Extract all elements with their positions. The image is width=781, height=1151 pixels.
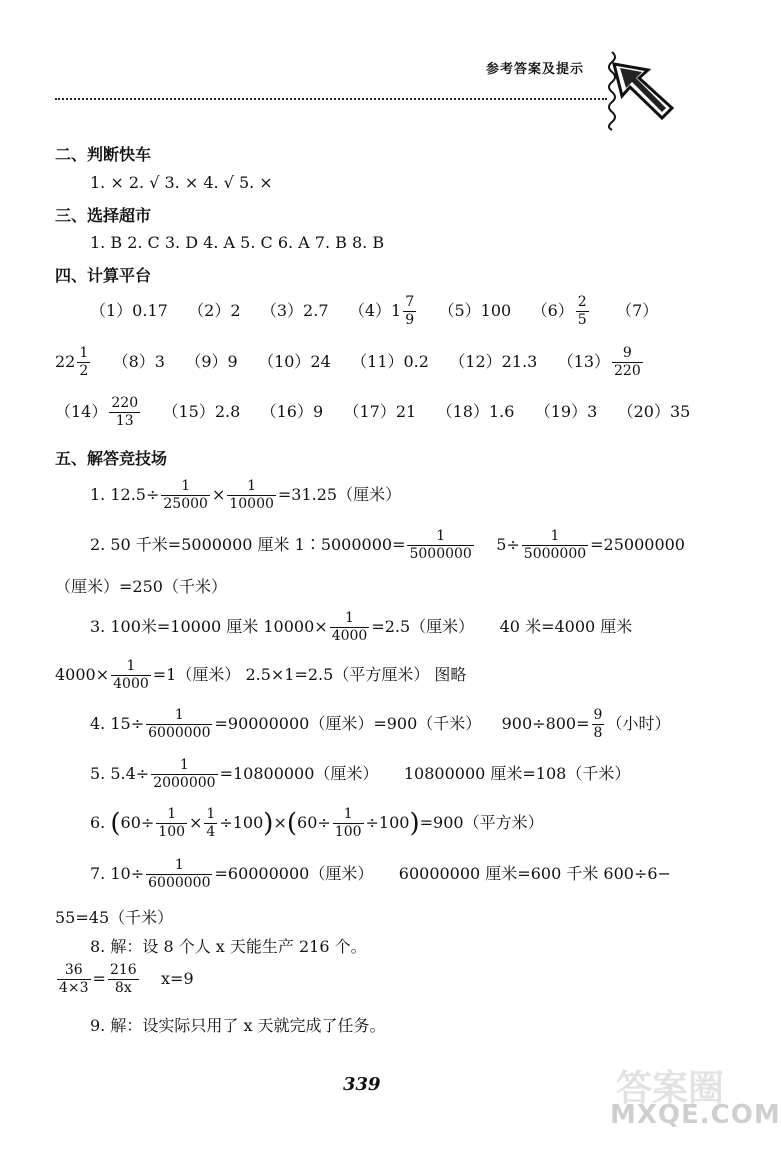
q2-text: 2. 50 千米=5000000 厘米 1∶5000000= xyxy=(90,535,406,554)
calc-item: （7） xyxy=(616,301,659,320)
q6-text: ÷100 xyxy=(365,813,410,832)
judge-answers: 1. × 2. √ 3. × 4. √ 5. × xyxy=(90,173,273,192)
header-divider xyxy=(55,98,607,100)
q6-result: =900（平方米） xyxy=(419,813,544,832)
solve-q7-line2: 55=45（千米） xyxy=(55,908,174,927)
fraction: $\frac{1}{5000000}$ xyxy=(409,528,472,562)
fraction: $\frac{7}{9}$ xyxy=(405,294,415,328)
calc-row-1 xyxy=(90,294,658,329)
fraction: $\frac{1}{4000}$ xyxy=(113,658,149,692)
left-paren: ( xyxy=(110,808,121,839)
times-sign: × xyxy=(189,813,203,832)
arrow-up-left-icon xyxy=(608,56,678,126)
calc-item: （10）24 xyxy=(258,352,331,371)
solve-q5 xyxy=(90,757,630,792)
calc-item: （11）0.2 xyxy=(351,352,429,371)
section-title-choice: 三、选择超市 xyxy=(55,206,152,225)
q2-result: =25000000 xyxy=(590,535,685,554)
q4-unit: （小时） xyxy=(606,714,671,733)
q1-result: =31.25（厘米） xyxy=(277,485,402,504)
solve-q8-equation xyxy=(55,962,194,997)
solve-q8: 8. 解：设 8 个人 x 天能生产 216 个。 xyxy=(90,937,367,956)
calc-item: （13） xyxy=(557,352,611,371)
calc-item: （8）3 xyxy=(112,352,165,371)
q3-result: =2.5（厘米） xyxy=(371,617,475,636)
calc-row-2 xyxy=(55,345,645,380)
fraction: $\frac{1}{4000}$ xyxy=(331,610,368,644)
section-title-calc: 四、计算平台 xyxy=(55,266,152,285)
fraction: $\frac{216}{8x}$ xyxy=(109,962,137,996)
fraction: $\frac{1}{6000000}$ xyxy=(148,707,211,741)
q4-text: 4. 15÷ xyxy=(90,714,145,733)
section-title-judge: 二、判断快车 xyxy=(55,145,152,164)
equals-sign: = xyxy=(92,969,106,988)
q1-text: 1. 12.5÷ xyxy=(90,485,160,504)
solve-q2-line2: （厘米）=250（千米） xyxy=(55,577,227,596)
fraction: $\frac{1}{2000000}$ xyxy=(153,757,216,791)
q5-result: =10800000（厘米） xyxy=(219,764,379,783)
q7-text: 60000000 厘米=600 千米 600÷6− xyxy=(398,864,671,883)
fraction: $\frac{1}{10000}$ xyxy=(229,478,274,512)
calc-item: （4）1 xyxy=(348,301,402,320)
fraction: $\frac{1}{100}$ xyxy=(158,806,186,840)
q6-text: 6. xyxy=(90,813,106,832)
q6-text: ÷100 xyxy=(219,813,264,832)
solve-q2 xyxy=(90,528,685,563)
fraction: $\frac{1}{4}$ xyxy=(206,806,216,840)
calc-item: （15）2.8 xyxy=(162,402,241,421)
fraction: $\frac{1}{100}$ xyxy=(334,806,362,840)
calc-item: （18）1.6 xyxy=(436,402,515,421)
calc-item: （14） xyxy=(55,402,108,421)
solve-q3-line2 xyxy=(55,658,466,693)
header-title: 参考答案及提示 xyxy=(486,62,585,77)
q5-text: 10800000 厘米=108（千米） xyxy=(403,764,631,783)
left-paren: ( xyxy=(286,808,298,839)
calc-item: （5）100 xyxy=(438,301,512,320)
solve-q4 xyxy=(90,707,670,742)
q7-text: 7. 10÷ xyxy=(90,864,145,883)
q3-result: =1（厘米） 2.5×1=2.5（平方厘米） 图略 xyxy=(152,665,467,684)
solve-q3 xyxy=(90,610,632,645)
q7-result: =60000000（厘米） xyxy=(214,864,374,883)
calc-item: （9）9 xyxy=(185,352,238,371)
fraction: $\frac{9}{220}$ xyxy=(614,345,641,379)
watermark-logo: 答案圈 xyxy=(616,1068,725,1109)
q3-text: 3. 100米=10000 厘米 10000× xyxy=(90,617,328,636)
right-paren: ) xyxy=(409,808,420,839)
q4-text: 900÷800= xyxy=(501,714,590,733)
solve-q6 xyxy=(90,806,544,841)
q2-text: 5÷ xyxy=(496,535,520,554)
fraction: $\frac{220}{13}$ xyxy=(111,395,139,429)
fraction: $\frac{9}{8}$ xyxy=(593,707,603,741)
calc-item: （16）9 xyxy=(260,402,324,421)
q6-text: 60÷ xyxy=(120,813,155,832)
calc-item: （3）2.7 xyxy=(260,301,329,320)
fraction: $\frac{1}{6000000}$ xyxy=(148,857,211,891)
section-title-solve: 五、解答竞技场 xyxy=(55,449,168,468)
solve-q7 xyxy=(90,857,671,892)
watermark-text: MXQE.COM xyxy=(610,1100,781,1130)
calc-item: （6） xyxy=(531,301,574,320)
fraction: $\frac{1}{5000000}$ xyxy=(523,528,587,562)
times-sign: × xyxy=(273,813,287,832)
calc-item: （17）21 xyxy=(343,402,417,421)
calc-item: （20）35 xyxy=(617,402,691,421)
q8-solution: x=9 xyxy=(161,969,194,988)
calc-item: （12）21.3 xyxy=(449,352,538,371)
calc-item: （19）3 xyxy=(534,402,598,421)
calc-row-3 xyxy=(55,395,690,430)
right-paren: ) xyxy=(263,808,274,839)
q3-text: 40 米=4000 厘米 xyxy=(499,617,633,636)
calc-item: 22 xyxy=(55,352,76,371)
q5-text: 5. 5.4÷ xyxy=(90,764,150,783)
fraction: $\frac{1}{2}$ xyxy=(79,345,89,379)
solve-q9: 9. 解：设实际只用了 x 天就完成了任务。 xyxy=(90,1016,386,1035)
times-sign: × xyxy=(211,485,226,504)
fraction: $\frac{1}{25000}$ xyxy=(163,478,208,512)
q6-text: 60÷ xyxy=(297,813,331,832)
page-number: 339 xyxy=(343,1074,381,1095)
solve-q1 xyxy=(90,478,401,513)
fraction: $\frac{2}{5}$ xyxy=(577,294,587,328)
q3-text: 4000× xyxy=(55,665,110,684)
choice-answers: 1. B 2. C 3. D 4. A 5. C 6. A 7. B 8. B xyxy=(90,233,385,252)
q4-result: =90000000（厘米）=900（千米） xyxy=(214,714,482,733)
calc-item: （1）0.17 xyxy=(90,301,168,320)
fraction: $\frac{36}{4\times 3}$ xyxy=(59,962,89,996)
calc-item: （2）2 xyxy=(188,301,241,320)
